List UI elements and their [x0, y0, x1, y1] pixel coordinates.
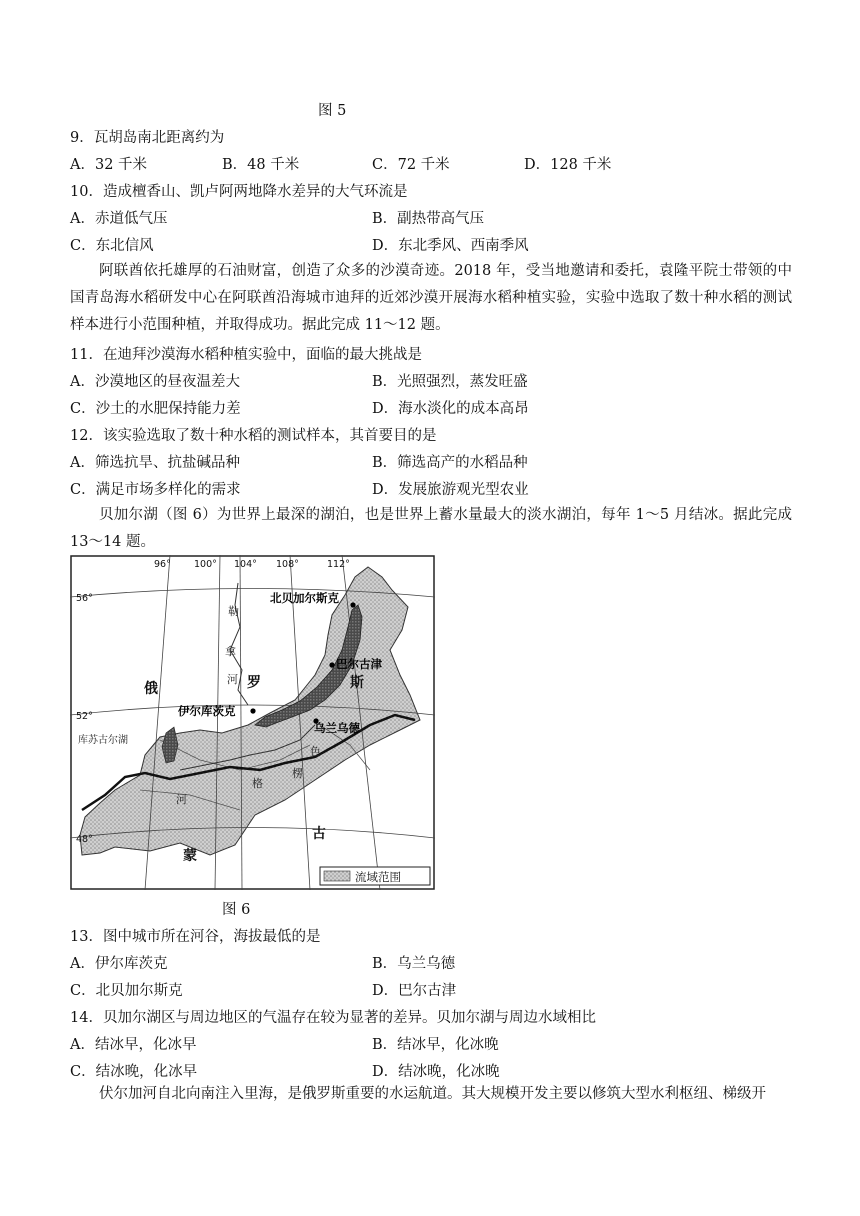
lon-label: 96° — [154, 559, 171, 570]
legend-label: 流域范围 — [355, 870, 401, 884]
baikal-basin-map — [70, 555, 435, 890]
lon-label: 104° — [234, 559, 257, 570]
country-char: 古 — [312, 826, 326, 842]
q14-option-a: A．结冰早，化冰早 — [70, 1037, 197, 1053]
q10-option-c: C．东北信风 — [70, 238, 154, 254]
q14-option-c: C．结冰晚，化冰早 — [70, 1064, 198, 1080]
legend-swatch — [324, 871, 350, 881]
q12-option-c: C．满足市场多样化的需求 — [70, 482, 241, 498]
q13-option-b: B．乌兰乌德 — [372, 956, 456, 972]
figure-6-caption: 图 6 — [222, 902, 251, 918]
city-label-severobaikalsk: 北贝加尔斯克 — [270, 591, 339, 605]
lon-label: 112° — [327, 559, 350, 570]
q11-option-a: A．沙漠地区的昼夜温差大 — [70, 374, 240, 390]
q12-option-d: D．发展旅游观光型农业 — [372, 482, 529, 498]
river-char: 河 — [176, 793, 187, 806]
figure-5-caption: 图 5 — [318, 103, 347, 119]
question-10-stem: 10．造成檀香山、凯卢阿两地降水差异的大气环流是 — [70, 184, 408, 200]
q9-option-b: B．48 千米 — [222, 157, 300, 173]
city-dot — [350, 602, 355, 607]
lon-label: 108° — [276, 559, 299, 570]
river-char: 勒 — [228, 605, 239, 618]
passage-volga: 伏尔加河自北向南注入里海，是俄罗斯重要的水运航道。其大规模开发主要以修筑大型水利枢纽、梯级开 — [99, 1086, 766, 1102]
city-label-barguzin: 巴尔古津 — [336, 657, 382, 671]
q10-option-a: A．赤道低气压 — [70, 211, 168, 227]
q14-option-b: B．结冰早，化冰晚 — [372, 1037, 499, 1053]
lat-label: 52° — [76, 711, 93, 722]
q11-option-d: D．海水淡化的成本高昂 — [372, 401, 529, 417]
city-dot — [329, 662, 334, 667]
q11-option-b: B．光照强烈，蒸发旺盛 — [372, 374, 528, 390]
q9-option-d: D．128 千米 — [524, 157, 612, 173]
river-char: 楞 — [292, 767, 303, 780]
q10-option-d: D．东北季风、西南季风 — [372, 238, 529, 254]
question-9-stem: 9．瓦胡岛南北距离约为 — [70, 130, 225, 146]
q10-option-b: B．副热带高气压 — [372, 211, 485, 227]
river-char: 格 — [252, 777, 263, 790]
lon-label: 100° — [194, 559, 217, 570]
lat-label: 48° — [76, 834, 93, 845]
city-dot — [250, 708, 255, 713]
question-12-stem: 12．该实验选取了数十种水稻的测试样本，其首要目的是 — [70, 428, 437, 444]
q13-option-a: A．伊尔库茨克 — [70, 956, 168, 972]
river-char: 色 — [310, 745, 321, 758]
q12-option-b: B．筛选高产的水稻品种 — [372, 455, 528, 471]
khovsgol-label: 库苏古尔湖 — [78, 735, 128, 746]
q13-option-d: D．巴尔古津 — [372, 983, 457, 999]
q12-option-a: A．筛选抗旱、抗盐碱品种 — [70, 455, 240, 471]
river-char: 河 — [227, 673, 238, 686]
q13-option-c: C．北贝加尔斯克 — [70, 983, 183, 999]
country-char: 斯 — [350, 675, 364, 691]
question-14-stem: 14．贝加尔湖区与周边地区的气温存在较为显著的差异。贝加尔湖与周边水域相比 — [70, 1010, 596, 1026]
q11-option-c: C．沙土的水肥保持能力差 — [70, 401, 241, 417]
country-char: 俄 — [144, 681, 158, 697]
passage-baikal: 贝加尔湖（图 6）为世界上最深的湖泊，也是世界上蓄水量最大的淡水湖泊，每年 1～5 月结冰。据此完成 13～14 题。 — [70, 507, 792, 550]
q9-option-c: C．72 千米 — [372, 157, 450, 173]
lat-label: 56° — [76, 593, 93, 604]
city-label-irkutsk: 伊尔库茨克 — [178, 704, 236, 718]
q14-option-d: D．结冰晚，化冰晚 — [372, 1064, 500, 1080]
city-label-ulan-ude: 乌兰乌德 — [314, 721, 360, 735]
river-char: 拿 — [225, 645, 236, 658]
question-11-stem: 11．在迪拜沙漠海水稻种植实验中，面临的最大挑战是 — [70, 347, 422, 363]
country-char: 罗 — [247, 675, 261, 691]
q9-option-a: A．32 千米 — [70, 157, 148, 173]
passage-dubai-rice: 阿联酋依托雄厚的石油财富，创造了众多的沙漠奇迹。2018 年，受当地邀请和委托，袁隆平院士带领的中国青岛海水稻研发中心在阿联酋沿海城市迪拜的近郊沙漠开展海水稻种植实验，实验中选取了数十种水稻的测试样本进行小范围种植，并取得成功。据此完成 11～12 题。 — [70, 263, 792, 333]
question-13-stem: 13．图中城市所在河谷，海拔最低的是 — [70, 929, 321, 945]
country-char: 蒙 — [183, 848, 197, 864]
